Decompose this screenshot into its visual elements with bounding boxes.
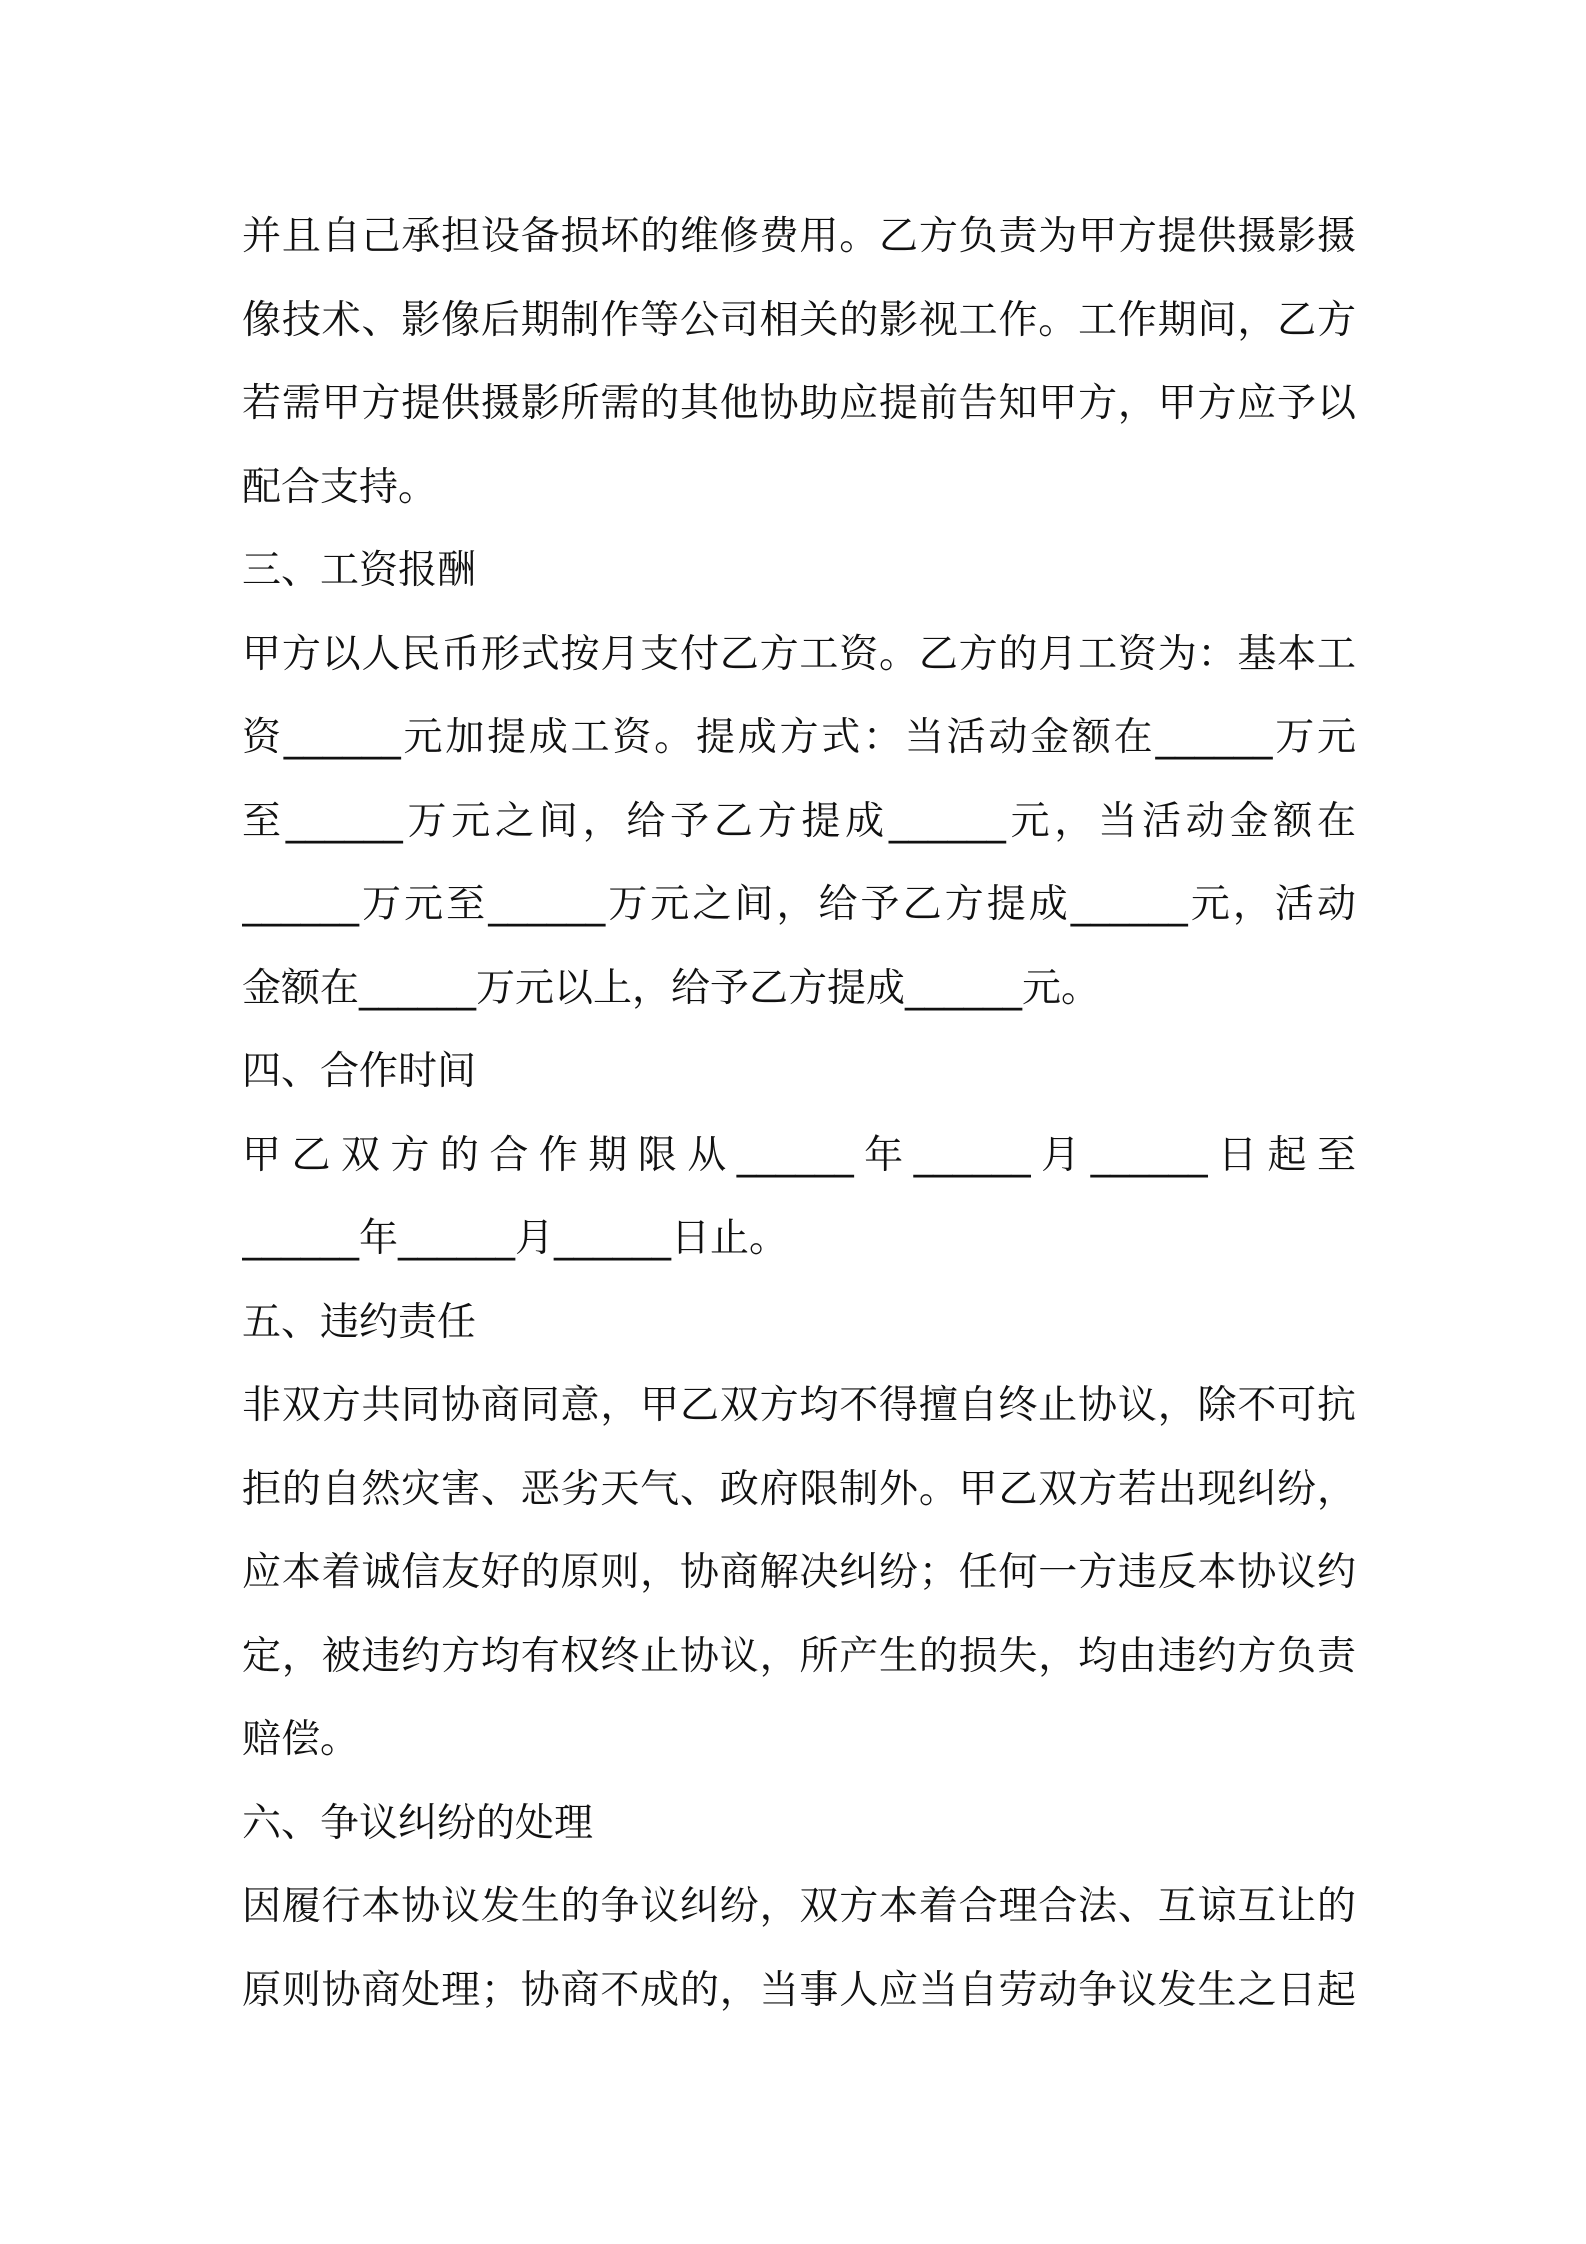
text-line: 配合支持。 <box>242 464 438 510</box>
text-line: 拒的自然灾害、恶劣天气、政府限制外。甲乙双方若出现纠纷， <box>242 1466 1356 1512</box>
text-line: ______万元至______万元之间，给予乙方提成______元，活动 <box>242 882 1356 927</box>
text-line: 资______元加提成工资。提成方式：当活动金额在______万元 <box>242 715 1356 760</box>
text-line: 若需甲方提供摄影所需的其他协助应提前告知甲方，甲方应予以 <box>242 381 1356 426</box>
text-line: 原则协商处理；协商不成的，当事人应当自劳动争议发生之日起 <box>242 1967 1356 2013</box>
text-line: 定，被违约方均有权终止协议，所产生的损失，均由违约方负责 <box>242 1633 1356 1679</box>
document-page <box>242 195 1356 2032</box>
text-line: ______年______月______日止。 <box>242 1216 789 1261</box>
text-line: 应本着诚信友好的原则，协商解决纠纷；任何一方违反本协议约 <box>242 1550 1356 1595</box>
text-line: 金额在______万元以上，给予乙方提成______元。 <box>242 965 1101 1011</box>
text-line: 非双方共同协商同意，甲乙双方均不得擅自终止协议，除不可抗 <box>242 1383 1356 1428</box>
text-line: 甲方以人民币形式按月支付乙方工资。乙方的月工资为：基本工 <box>242 631 1356 677</box>
text-line: 甲乙双方的合作期限从______年______月______日起至 <box>242 1132 1356 1178</box>
text-line: 至______万元之间，给予乙方提成______元，当活动金额在 <box>242 798 1356 844</box>
section-heading: 三、工资报酬 <box>242 548 477 593</box>
text-line: 像技术、影像后期制作等公司相关的影视工作。工作期间，乙方 <box>242 297 1356 343</box>
text-line: 并且自己承担设备损坏的维修费用。乙方负责为甲方提供摄影摄 <box>242 214 1356 259</box>
section-heading: 五、违约责任 <box>242 1299 477 1345</box>
section-heading: 六、争议纠纷的处理 <box>242 1800 594 1846</box>
text-line: 赔偿。 <box>242 1717 360 1762</box>
section-heading: 四、合作时间 <box>242 1049 477 1094</box>
text-line: 因履行本协议发生的争议纠纷，双方本着合理合法、互谅互让的 <box>242 1884 1356 1929</box>
